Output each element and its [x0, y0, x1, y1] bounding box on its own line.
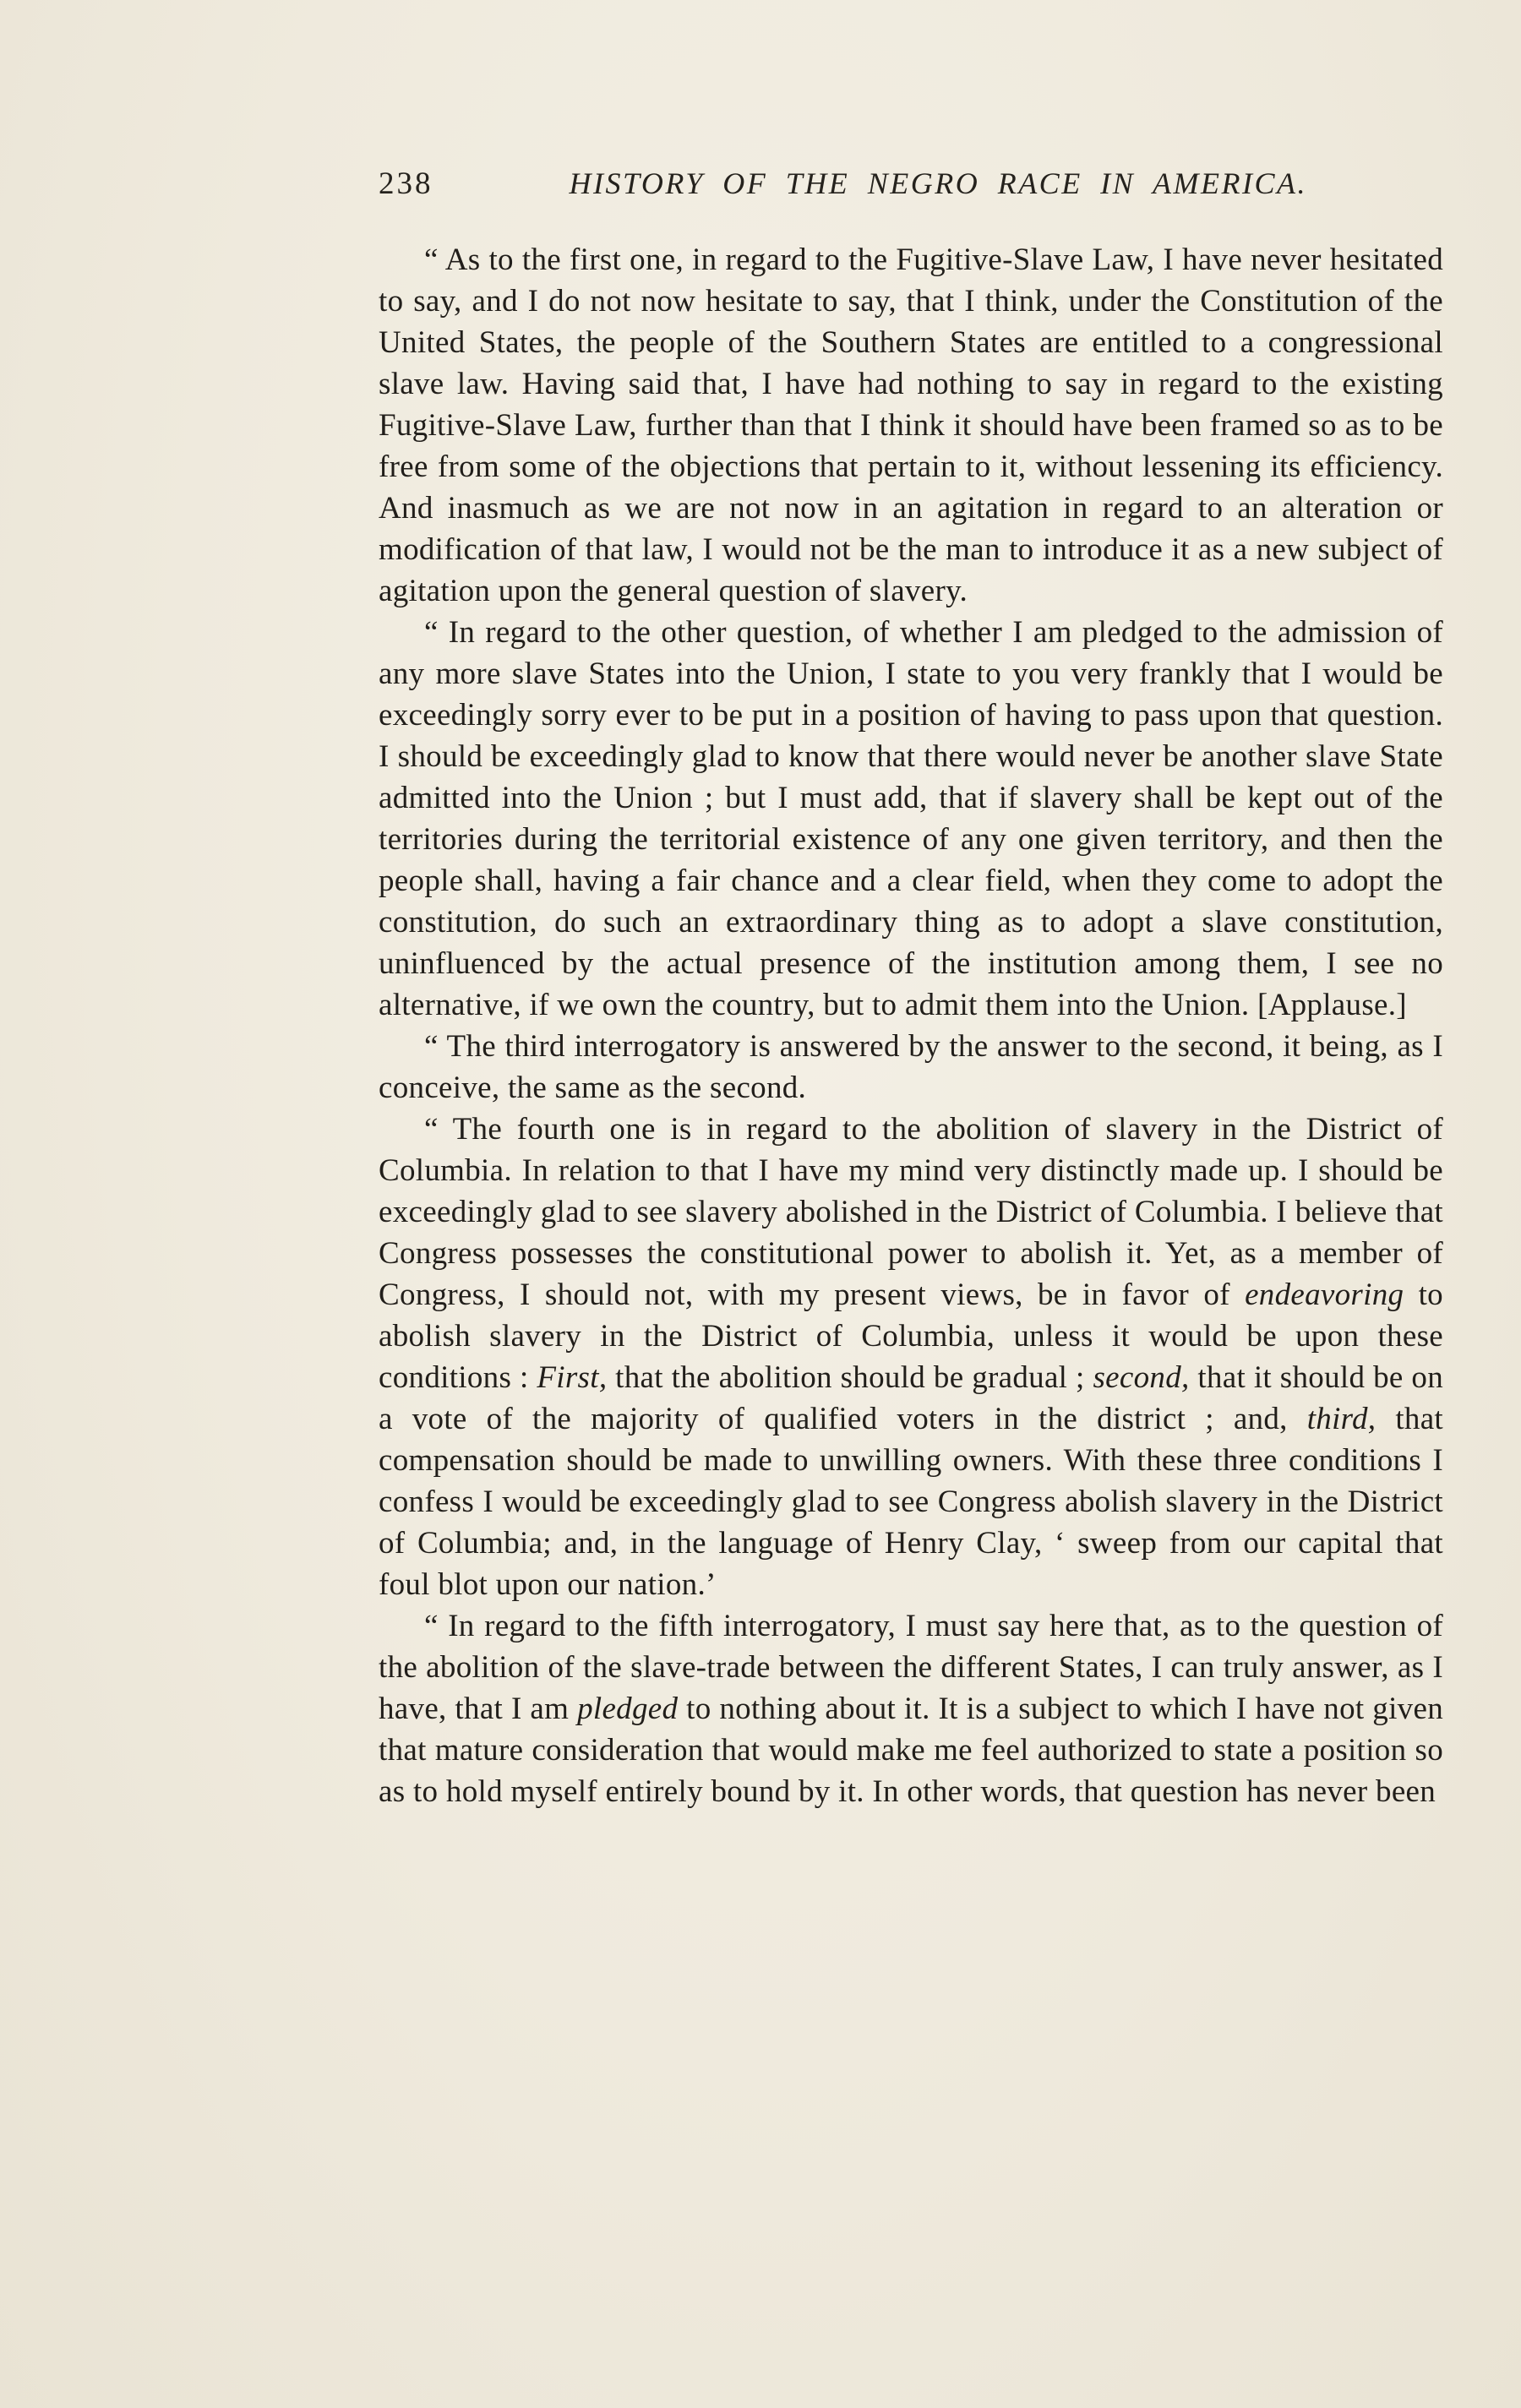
- paragraph: “ In regard to the other question, of whether I am pledged to the admission of any more slave States into the Union, I state to you very frankly that I would be exceedingly sorry ever to be put in a position of having to pass upon that question. I should be exceedingly glad to know that there would never be another slave State admitted into the Union ; but I must add, that if slavery shall be kept out of the territories during the territorial existence of any one given territory, and then the people shall, having a fair chance and a clear field, when they come to adopt the constitution, do such an extraordinary thing as to adopt a slave constitution, uninfluenced by the actual presence of the institution among them, I see no alternative, if we own the country, but to admit them into the Union. [Applause.]: [379, 615, 1443, 1022]
- page-header: [379, 166, 1443, 202]
- paragraph: “ In regard to the fifth interrogatory, I must say here that, as to the question of the abolition of the slave-trade between the different States, I can truly answer, as I have, that I am pledged to nothing about it. It is a subject to which I have not given that mature consideration that would make me feel authorized to state a position so as to hold myself entirely bound by it. In other words, that question has never been: [379, 1609, 1444, 1809]
- running-title: HISTORY OF THE NEGRO RACE IN AMERICA.: [569, 166, 1307, 200]
- text-column: [379, 166, 1443, 1812]
- paragraph: “ The third interrogatory is answered by the answer to the second, it being, as I conceive, the same as the second.: [379, 1029, 1443, 1105]
- page-number: 238: [379, 166, 433, 201]
- paragraph: “ As to the first one, in regard to the Fugitive-Slave Law, I have never hesitated to say, and I do not now hesitate to say, that I think, under the Constitution of the United States, the people of the Southern States are entitled to a congressional slave law. Having said that, I have had nothing to say in regard to the existing Fugitive-Slave Law, further than that I think it should have been framed so as to be free from some of the objections that pertain to it, without lessening its efficiency. And inasmuch as we are not now in an agitation in regard to an alteration or modification of that law, I would not be the man to introduce it as a new subject of agitation upon the general question of slavery.: [379, 242, 1443, 608]
- paragraph: “ The fourth one is in regard to the abolition of slavery in the District of Columbia. In relation to that I have my mind very distinctly made up. I should be exceedingly glad to see slavery abolished in the District of Columbia. I believe that Congress possesses the constitutional power to abolish it. Yet, as a member of Congress, I should not, with my present views, be in favor of endeavoring to abolish slavery in the District of Columbia, unless it would be upon these conditions : First, that the abolition should be gradual ; second, that it should be on a vote of the majority of qualified voters in the district ; and, third, that compensation should be made to unwilling owners. With these three conditions I confess I would be exceedingly glad to see Congress abolish slavery in the District of Columbia; and, in the language of Henry Clay, ‘ sweep from our capital that foul blot upon our nation.’: [379, 1112, 1443, 1602]
- body-text: [379, 239, 1443, 1812]
